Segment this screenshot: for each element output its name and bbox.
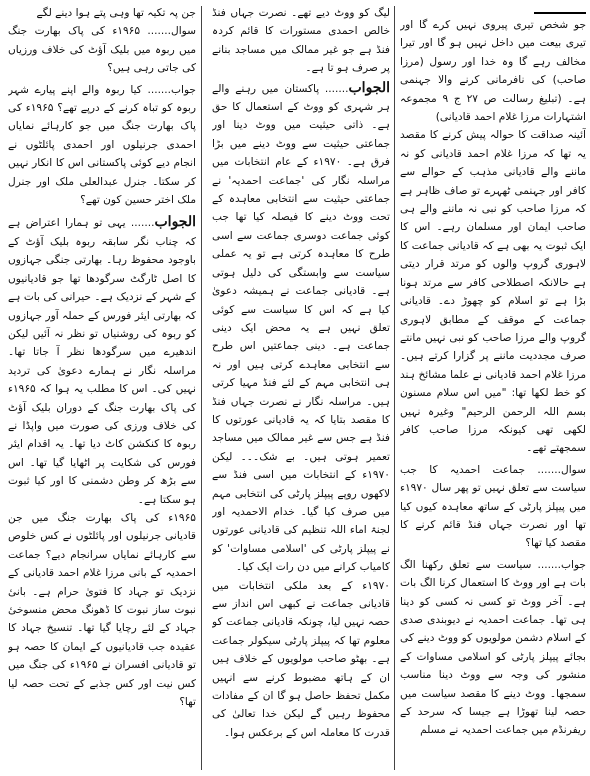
answer-block: الجواب....... یہی تو ہمارا اعتراض ہے کہ چناب نگر سابقہ ربوہ بلیک آؤٹ کے باوجود محفوظ رہا۔ بھارتی جنگی جہازوں کا اصل ٹارگٹ سرگودھا تھا جو قادیانیوں کے شہر کے نزدیک ہے۔ حیرانی کی بات ہے کہ بھارتی ایئر فورس کے حملہ آور جہازوں کو ربوہ کی روشنیاں تو نظر نہ آئیں لیکن اندھیرے میں سرگودھا نظر آ جاتا تھا۔ مراسلہ نگار نے ہمارے دعویٰ کی تردید نہیں کی۔ اس کا مطلب یہ ہوا کہ ۱۹۶۵ء کی پاک بھارت جنگ کے دوران بلیک آؤٹ کی خلاف ورزی کی صورت میں واپڈا نے ربوہ کا کنکشن کاٹ دیا تھا۔ یہ اقدام ایئر فورس کی شکایت پر اٹھایا گیا تھا۔ اس سے بڑھ کر وطن دشمنی کا اور کیا ثبوت ہو سکتا ہے۔	[8, 214, 196, 506]
paragraph: ۱۹۶۵ء کی پاک بھارت جنگ میں جن قادیانی جرنیلوں اور پائلٹوں نے کس خلوص سے کارہائے نمایاں سرانجام دیے؟ جماعت احمدیہ کے بانی مرزا غلام احمد قادیانی کے نزدیک تو جہاد کا فتویٰ حرام ہے۔ بانیٔ نبوت ساز نبوت کا ڈھونگ محض منسوخیٔ جہاد کے لئے رچایا گیا تھا۔ تنسیخ جہاد کا عقیدہ جب قادیانیوں کے ایمان کا حصہ ہو تو قادیانی افسران نے ۱۹۶۵ء کی جنگ میں کس نیت اور کس جذبے کے تحت حصہ لیا تھا؟	[8, 511, 196, 709]
column-divider	[394, 6, 395, 770]
column-middle	[212, 4, 390, 772]
top-underline	[534, 4, 586, 14]
answer-block: جواب....... کیا ربوہ والے اپنے پیارے شہر ربوہ کو تباہ کرنے کے درپے تھے؟ ۱۹۶۵ء کی پاک بھارت جنگ میں جو کارہائے نمایاں احمدی جرنیلوں اور احمدی پائلٹوں نے انجام دیے کوئی پاکستانی اس کا انکار نہیں کر سکتا۔ جنرل عبدالعلی ملک اور جنرل ملک اختر حسین کون تھے؟	[8, 83, 196, 207]
answer-text: کیا ربوہ والے اپنے پیارے شہر ربوہ کو تباہ کرنے کے درپے تھے؟ ۱۹۶۵ء کی پاک بھارت جنگ میں جو کارہائے نمایاں احمدی جرنیلوں اور احمدی پائلٹوں نے انجام دیے کوئی پاکستانی اس کا انکار نہیں کر سکتا۔ جنرل عبدالعلی ملک اور جنرل ملک اختر حسین کون تھے؟	[8, 83, 196, 207]
column-right	[400, 4, 586, 772]
answer-block: الجواب....... پاکستان میں رہنے والے ہر شہری کو ووٹ کے استعمال کا حق ہے۔ ذاتی حیثیت میں ووٹ دینا اور جماعتی حیثیت سے ووٹ دینے میں بڑا فرق ہے۔ ۱۹۷۰ء کے عام انتخابات میں مراسلہ نگار کی 'جماعت احمدیہ' نے جماعتی حیثیت سے انتخابی معاہدہ کے تحت ووٹ دینے کا فیصلہ کیا تھا جب کوئی جماعت دوسری جماعت سے اسی طرح کا معاہدہ کرتی ہے تو یہ عملی سیاست سے وابستگی کی دلیل ہوتی ہے۔ قادیانی جماعت نے ہمیشہ دعویٰ کیا ہے کہ اس کا سیاست سے کوئی تعلق نہیں ہے یہ محض ایک دینی جماعت ہے۔ دینی جماعتیں اس طرح سے انتخابی معاہدے کرتی ہیں اور نہ ہی انتخابی مہم کے لئے فنڈ مہیا کرتی ہیں۔ مراسلہ نگار نے نصرت جہاں فنڈ کا مقصد بتایا کہ یہ قادیانی عورتوں کا فنڈ ہے جس سے غیر ممالک میں مساجد تعمیر ہوتی ہیں۔ بے شک۔۔۔ لیکن ۱۹۷۰ء کے انتخابات میں اسی فنڈ سے لاکھوں روپے پیپلز پارٹی کی انتخابی مہم میں صرف کیا گیا۔ خدام الاحمدیہ اور لجنۃ اماء اللہ تنظیم کی قادیانی عورتوں نے پیپلز پارٹی کی 'اسلامی مساوات' کو کامیاب کرانے میں دن رات ایک کیا۔	[212, 79, 390, 574]
answer-label: جواب	[171, 83, 196, 96]
paragraph: ۱۹۷۰ء کے بعد ملکی انتخابات میں قادیانی جماعت نے کبھی اس انداز سے حصہ نہیں لیا، چونکہ قادیانی جماعت کو معلوم تھا کہ پیپلز پارٹی سیکولر جماعت ہے۔ بھٹو صاحب مولویوں کے خلاف ہیں ان کے ہاتھ مضبوط کرنے سے انہیں مکمل تحفظ حاصل ہو گا ان کے مفادات محفوظ رہیں گے لیکن خدا تعالیٰ کی قدرت کا معاملہ اس کے برعکس ہوا۔	[212, 579, 390, 739]
question-text: ۱۹۶۵ء کی پاک بھارت جنگ میں ربوہ میں بلیک آؤٹ کی خلاف ورزیاں کی جاتی رہی ہیں؟	[8, 25, 196, 75]
answer-text: سیاست سے تعلق رکھنا الگ بات ہے اور ووٹ کا استعمال کرنا الگ بات ہے۔ آخر ووٹ تو کسی نہ کسی کو دینا ہی تھا۔ جماعت احمدیہ نے دیوبندی صدی کے اسلام دشمن مولویوں کو ووٹ دینے کی بجائے پیپلز پارٹی کو اسلامی مساوات کے منشور کی وجہ سے ووٹ دینا مناسب سمجھا۔ ووٹ دینے کا مقصد سیاست میں حصہ لینا تھوڑا ہے جیسا کہ سرحد کے ریفرنڈم میں جماعت احمدیہ نے مسلم	[400, 558, 586, 737]
answer-text: یہی تو ہمارا اعتراض ہے کہ چناب نگر سابقہ ربوہ بلیک آؤٹ کے باوجود محفوظ رہا۔ بھارتی جنگی جہازوں کا اصل ٹارگٹ سرگودھا تھا جو قادیانیوں کے شہر کے نزدیک ہے۔ حیرانی کی بات ہے کہ بھارتی ایئر فورس کے حملہ آور جہازوں کو ربوہ کی روشنیاں تو نظر نہ آئیں لیکن اندھیرے میں سرگودھا نظر آ جاتا تھا۔ مراسلہ نگار نے ہمارے دعویٰ کی تردید نہیں کی۔ اس کا مطلب یہ ہوا کہ ۱۹۶۵ء کی پاک بھارت جنگ کے دوران بلیک آؤٹ کی خلاف ورزی کی صورت میں واپڈا نے ربوہ کا کنکشن کاٹ دیا تھا۔ یہ اقدام ایئر فورس کی شکایت پر اٹھایا گیا تھا۔ اس سے بڑھ کر وطن دشمنی کا اور کیا ثبوت ہو سکتا ہے۔	[8, 217, 196, 506]
question-label: سوال	[561, 463, 586, 476]
paragraph: آئینہ صداقت کا حوالہ پیش کرنے کا مقصد یہ تھا کہ مرزا غلام احمد قادیانی کو نہ ماننے والے قادیانی مذہب کے حوالے سے کافر اور جہنمی ٹھہرے تو صاف ظاہر ہے کہ مرزا صاحب کو نبی نہ ماننے والے ہی صاحب ایمان اور مسلمان رہے۔ اس کا ایک ثبوت یہ بھی ہے کہ قادیانی جماعت کا لاہوری گروپ والوں کو مرتد قرار دیتی ہے حالانکہ اصطلاحی کافر سے مرتد ہونا بڑا ہے تو اسلام کو چھوڑ دے۔ قادیانی جماعت کے موقف کے مطابق لاہوری گروپ والے مرزا صاحب کو نبی نہیں مانتے صرف مجددیت ماننے پر گزارا کرتے ہیں۔ مرزا غلام احمد قادیانی نے علما مشائخ ہند کو خط لکھا تھا: "میں اس سلام مسنون بسم اللہ الرحمن الرحیم" وغیرہ نہیں لکھی تھی کیونکہ مرزا صاحب کافر سمجھتے تھے۔	[400, 129, 586, 455]
question-block: سوال....... جماعت احمدیہ کا جب سیاست سے تعلق نہیں تو پھر سال ۱۹۷۰ء میں پیپلز پارٹی کے ساتھ معاہدہ کیوں کیا تھا اور نصرت جہاں فنڈ قائم کرنے کا مقصد کیا تھا؟	[400, 463, 586, 550]
column-left	[8, 4, 196, 772]
answer-text: پاکستان میں رہنے والے ہر شہری کو ووٹ کے استعمال کا حق ہے۔ ذاتی حیثیت میں ووٹ دینا اور جماعتی حیثیت سے ووٹ دینے میں بڑا فرق ہے۔ ۱۹۷۰ء کے عام انتخابات میں مراسلہ نگار کی 'جماعت احمدیہ' نے جماعتی حیثیت سے انتخابی معاہدہ کے تحت ووٹ دینے کا فیصلہ کیا تھا جب کوئی جماعت دوسری جماعت سے اسی طرح کا معاہدہ کرتی ہے تو یہ عملی سیاست سے وابستگی کی دلیل ہوتی ہے۔ قادیانی جماعت نے ہمیشہ دعویٰ کیا ہے کہ اس کا سیاست سے کوئی تعلق نہیں ہے یہ محض ایک دینی جماعت ہے۔ دینی جماعتیں اس طرح سے انتخابی معاہدے کرتی ہیں اور نہ ہی انتخابی مہم کے لئے فنڈ مہیا کرتی ہیں۔ مراسلہ نگار نے نصرت جہاں فنڈ کا مقصد بتایا کہ یہ قادیانی عورتوں کا فنڈ ہے جس سے غیر ممالک میں مساجد تعمیر ہوتی ہیں۔ بے شک۔۔۔ لیکن ۱۹۷۰ء کے انتخابات میں اسی فنڈ سے لاکھوں روپے پیپلز پارٹی کی انتخابی مہم میں صرف کیا گیا۔ خدام الاحمدیہ اور لجنۃ اماء اللہ تنظیم کی قادیانی عورتوں نے پیپلز پارٹی کی 'اسلامی مساوات' کو کامیاب کرانے میں دن رات ایک کیا۔	[212, 82, 390, 574]
question-text: جماعت احمدیہ کا جب سیاست سے تعلق نہیں تو پھر سال ۱۹۷۰ء میں پیپلز پارٹی کے ساتھ معاہدہ کیوں کیا تھا اور نصرت جہاں فنڈ قائم کرنے کا مقصد کیا تھا؟	[400, 463, 586, 550]
answer-label: جواب	[561, 558, 586, 571]
paragraph: لیگ کو ووٹ دیے تھے۔ نصرت جہاں فنڈ خالص احمدی مستورات کا قائم کردہ فنڈ ہے جو غیر ممالک میں مساجد بنانے پر صرف ہو تا ہے۔	[212, 7, 390, 75]
section-heading: الجواب	[154, 214, 196, 231]
question-label: سوال	[171, 25, 196, 38]
answer-block: جواب....... سیاست سے تعلق رکھنا الگ بات ہے اور ووٹ کا استعمال کرنا الگ بات ہے۔ آخر ووٹ تو کسی نہ کسی کو دینا ہی تھا۔ جماعت احمدیہ نے دیوبندی صدی کے اسلام دشمن مولویوں کو ووٹ دینے کی بجائے پیپلز پارٹی کو اسلامی مساوات کے منشور کی وجہ سے ووٹ دینا مناسب سمجھا۔ ووٹ دینے کا مقصد سیاست میں حصہ لینا تھوڑا ہے جیسا کہ سرحد کے ریفرنڈم میں جماعت احمدیہ نے مسلم	[400, 558, 586, 737]
column-divider	[201, 6, 202, 770]
paragraph: جن پہ تکیہ تھا وہی پتے ہوا دینے لگے	[36, 7, 196, 19]
paragraph: جو شخص تیری پیروی نہیں کرے گا اور تیری بیعت میں داخل نہیں ہو گا اور تیرا مخالف رہے گا وہ خدا اور رسول (مرزا صاحب) کی نافرمانی کرنے والا جہنمی ہے۔ (تبلیغ رسالت ص ۲۷ ج ۹ مجموعہ اشتہارات مرزا غلام احمد قادیانی)	[400, 19, 586, 124]
question-block: سوال....... ۱۹۶۵ء کی پاک بھارت جنگ میں ربوہ میں بلیک آؤٹ کی خلاف ورزیاں کی جاتی رہی ہیں؟	[8, 25, 196, 75]
section-heading: الجواب	[348, 79, 390, 96]
